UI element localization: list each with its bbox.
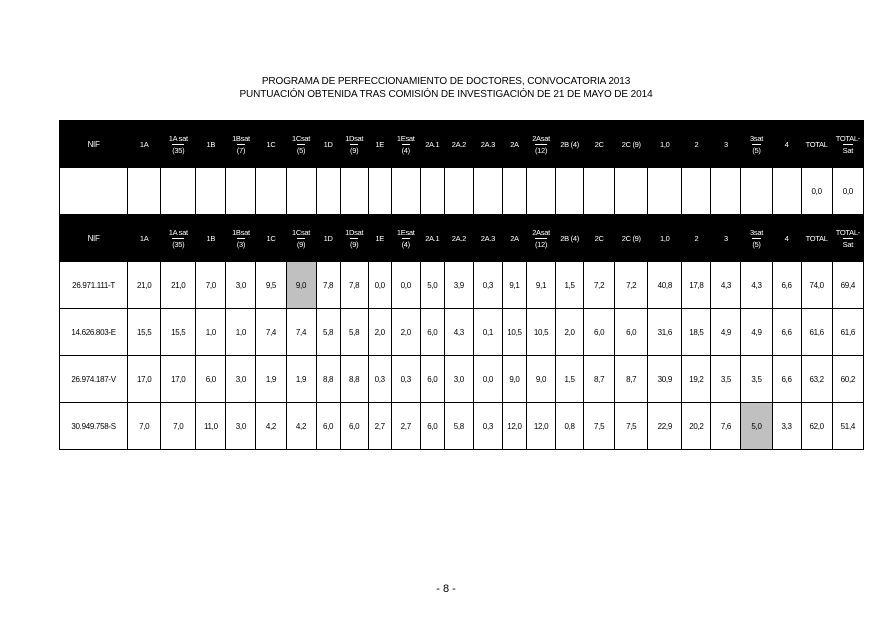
score-cell: 40,8 <box>648 262 682 309</box>
score-cell: 3,0 <box>444 356 473 403</box>
column-header-label: NIF <box>87 139 100 149</box>
score-cell: 0,3 <box>473 403 502 450</box>
score-cell: 18,5 <box>682 309 711 356</box>
column-header-label: 1D <box>323 139 333 149</box>
score-cell: 6,0 <box>420 309 444 356</box>
column-header <box>420 215 444 262</box>
column-header-label: 2C (9) <box>621 139 641 149</box>
score-cell: 3,9 <box>444 262 473 309</box>
nif-cell: 30.949.758-S <box>60 403 128 450</box>
column-header <box>368 121 391 168</box>
score-cell <box>391 168 420 215</box>
score-cell: 3,0 <box>226 403 256 450</box>
score-cell: 1,5 <box>556 262 584 309</box>
score-cell: 3,0 <box>226 262 256 309</box>
score-cell: 15,5 <box>161 309 196 356</box>
column-header-label: 1Dsat <box>345 133 364 143</box>
column-header <box>502 121 526 168</box>
score-cell: 5,8 <box>340 309 368 356</box>
column-header-label: 2A.3 <box>480 139 496 149</box>
score-cell: 7,0 <box>128 403 161 450</box>
column-header <box>226 215 256 262</box>
score-cell: 69,4 <box>832 262 863 309</box>
column-header <box>196 215 226 262</box>
score-cell: 5,8 <box>316 309 340 356</box>
score-cell: 6,0 <box>196 356 226 403</box>
column-header-sublabel: (4) <box>401 239 410 249</box>
column-header <box>226 121 256 168</box>
score-cell: 7,5 <box>615 403 648 450</box>
score-cell: 6,0 <box>615 309 648 356</box>
column-header-label: 4 <box>784 139 789 149</box>
column-header-label: 1,0 <box>660 139 670 149</box>
column-header-label: 2C <box>594 233 604 243</box>
score-cell: 1,9 <box>286 356 316 403</box>
column-header-label: NIF <box>87 233 100 243</box>
nif-cell: 26.974.187-V <box>60 356 128 403</box>
score-cell: 17,0 <box>128 356 161 403</box>
table-row <box>60 403 864 450</box>
column-header-label: 4 <box>784 233 789 243</box>
score-cell: 74,0 <box>801 262 832 309</box>
column-header-label: 2C <box>594 139 604 149</box>
score-cell: 5,8 <box>444 403 473 450</box>
score-cell: 7,5 <box>584 403 615 450</box>
score-cell: 0,0 <box>832 168 863 215</box>
column-header-label: 2A <box>510 233 519 243</box>
score-cell: 0,0 <box>368 262 391 309</box>
score-cell: 6,6 <box>772 356 801 403</box>
column-header <box>286 121 316 168</box>
score-cell <box>473 168 502 215</box>
score-cell: 8,7 <box>584 356 615 403</box>
score-cell: 51,4 <box>832 403 863 450</box>
score-cell: 1,0 <box>226 309 256 356</box>
column-header-sublabel: (4) <box>401 145 410 155</box>
score-cell: 2,0 <box>368 309 391 356</box>
column-header <box>801 215 832 262</box>
column-header <box>556 215 584 262</box>
score-cell: 21,0 <box>161 262 196 309</box>
column-header <box>196 121 226 168</box>
score-cell <box>196 168 226 215</box>
column-header-label: 1E <box>375 139 384 149</box>
score-cell <box>682 168 711 215</box>
score-cell: 0,3 <box>368 356 391 403</box>
column-header <box>711 215 741 262</box>
column-header-label: 1Esat <box>396 133 415 143</box>
column-header <box>473 215 502 262</box>
score-cell <box>502 168 526 215</box>
column-header <box>444 121 473 168</box>
column-header-label: 2A.1 <box>425 139 440 149</box>
score-cell: 3,5 <box>711 356 741 403</box>
score-cell: 0,0 <box>391 262 420 309</box>
score-cell: 1,5 <box>556 356 584 403</box>
score-cell: 20,2 <box>682 403 711 450</box>
column-header <box>615 121 648 168</box>
score-cell <box>286 168 316 215</box>
score-cell: 12,0 <box>502 403 526 450</box>
score-cell: 21,0 <box>128 262 161 309</box>
column-header-label: 1Esat <box>396 227 415 237</box>
score-cell: 62,0 <box>801 403 832 450</box>
column-header <box>772 215 801 262</box>
column-header <box>161 215 196 262</box>
column-header <box>772 121 801 168</box>
score-cell <box>128 168 161 215</box>
score-cell: 11,0 <box>196 403 226 450</box>
score-cell <box>226 168 256 215</box>
column-header-label: 1A sat <box>168 133 188 143</box>
score-cell: 15,5 <box>128 309 161 356</box>
score-cell <box>741 168 772 215</box>
score-cell: 7,4 <box>256 309 286 356</box>
score-cell: 0,3 <box>391 356 420 403</box>
score-cell: 2,0 <box>391 309 420 356</box>
column-header-label: 1B <box>206 139 216 149</box>
column-header <box>256 215 286 262</box>
score-cell: 3,0 <box>226 356 256 403</box>
table-row <box>60 309 864 356</box>
score-cell <box>556 168 584 215</box>
score-cell: 4,9 <box>741 309 772 356</box>
score-cell: 9,0 <box>502 356 526 403</box>
score-cell: 5,0 <box>420 262 444 309</box>
score-cell <box>316 168 340 215</box>
column-header <box>420 121 444 168</box>
column-header-sublabel: (9) <box>296 239 306 249</box>
column-header-label: 1Csat <box>291 227 311 237</box>
column-header <box>711 121 741 168</box>
column-header-label: 1Dsat <box>345 227 364 237</box>
column-header <box>128 215 161 262</box>
column-header-label: TOTAL- <box>835 227 860 237</box>
column-header-label: 1,0 <box>660 233 670 243</box>
score-cell: 60,2 <box>832 356 863 403</box>
score-cell: 7,8 <box>316 262 340 309</box>
column-header <box>391 121 420 168</box>
score-cell: 7,0 <box>161 403 196 450</box>
score-cell: 6,0 <box>420 403 444 450</box>
column-header <box>615 215 648 262</box>
score-cell: 1,9 <box>256 356 286 403</box>
score-cell: 9,0 <box>527 356 556 403</box>
column-header-label: 2A.3 <box>480 233 496 243</box>
score-cell: 8,7 <box>615 356 648 403</box>
score-cell <box>648 168 682 215</box>
column-header-label: TOTAL <box>805 233 828 243</box>
score-cell: 10,5 <box>502 309 526 356</box>
nif-cell <box>60 168 128 215</box>
score-cell: 12,0 <box>527 403 556 450</box>
column-header-label: 1E <box>375 233 384 243</box>
column-header <box>832 121 863 168</box>
column-header <box>368 215 391 262</box>
column-header-sublabel: (12) <box>534 239 548 249</box>
column-header <box>584 121 615 168</box>
column-header-label: 1A <box>139 139 149 149</box>
score-cell: 7,4 <box>286 309 316 356</box>
nif-cell: 14.626.803-E <box>60 309 128 356</box>
column-header-sublabel: (5) <box>752 145 761 155</box>
score-cell: 6,0 <box>420 356 444 403</box>
column-header <box>473 121 502 168</box>
column-header-label: TOTAL <box>805 139 828 149</box>
score-cell <box>256 168 286 215</box>
score-cell: 0,1 <box>473 309 502 356</box>
column-header-label: 3 <box>724 139 728 149</box>
column-header <box>527 121 556 168</box>
column-header-label: 1D <box>323 233 333 243</box>
score-cell: 8,8 <box>340 356 368 403</box>
score-cell: 6,0 <box>340 403 368 450</box>
column-header <box>444 215 473 262</box>
column-header-sublabel: (9) <box>350 239 359 249</box>
column-header-sublabel: (5) <box>752 239 761 249</box>
score-cell: 9,1 <box>527 262 556 309</box>
column-header <box>60 121 128 168</box>
score-cell <box>161 168 196 215</box>
score-cell: 6,6 <box>772 309 801 356</box>
column-header <box>340 121 368 168</box>
column-header-label: 2B (4) <box>560 233 579 243</box>
score-cell: 3,3 <box>772 403 801 450</box>
score-cell: 0,3 <box>473 262 502 309</box>
column-header <box>682 121 711 168</box>
score-cell: 10,5 <box>527 309 556 356</box>
score-cell: 2,0 <box>556 309 584 356</box>
column-header <box>161 121 196 168</box>
document-subtitle: PUNTUACIÓN OBTENIDA TRAS COMISIÓN DE INVESTIGACIÓN DE 21 DE MAYO DE 2014 <box>239 89 653 100</box>
score-cell <box>615 168 648 215</box>
score-cell: 17,8 <box>682 262 711 309</box>
column-header <box>391 215 420 262</box>
column-header-label: 1B <box>206 233 216 243</box>
column-header-sublabel: (3) <box>236 239 246 249</box>
column-header-label: 2 <box>694 233 699 243</box>
column-header <box>527 215 556 262</box>
score-cell: 4,9 <box>711 309 741 356</box>
column-header-label: 1A sat <box>168 227 188 237</box>
column-header-label: 1C <box>266 139 276 149</box>
score-cell: 4,3 <box>711 262 741 309</box>
score-cell: 9,5 <box>256 262 286 309</box>
score-cell <box>368 168 391 215</box>
column-header-label: 2 <box>694 139 699 149</box>
column-header-label: 1A <box>139 233 149 243</box>
column-header-label: 3 <box>724 233 728 243</box>
score-cell <box>340 168 368 215</box>
score-cell: 19,2 <box>682 356 711 403</box>
column-header-label: 2A.2 <box>451 139 466 149</box>
score-cell: 22,9 <box>648 403 682 450</box>
column-header-sublabel: (12) <box>534 145 548 155</box>
table-row <box>60 356 864 403</box>
score-cell: 4,2 <box>256 403 286 450</box>
score-cell <box>584 168 615 215</box>
column-header-sublabel: Sat <box>842 145 853 155</box>
column-header-label: 1Csat <box>291 133 311 143</box>
blank-row <box>60 168 864 215</box>
score-cell: 2,7 <box>391 403 420 450</box>
column-header <box>60 215 128 262</box>
column-header <box>584 215 615 262</box>
score-cell: 6,0 <box>316 403 340 450</box>
score-cell: 7,2 <box>584 262 615 309</box>
score-cell <box>420 168 444 215</box>
column-header <box>316 121 340 168</box>
column-header-label: 2C (9) <box>621 233 641 243</box>
column-header-label: 1Bsat <box>232 227 250 237</box>
header-row <box>60 121 864 168</box>
score-cell: 7,8 <box>340 262 368 309</box>
score-cell: 61,6 <box>801 309 832 356</box>
score-cell <box>772 168 801 215</box>
column-header-sublabel: (35) <box>172 145 185 155</box>
column-header-sublabel: (9) <box>350 145 359 155</box>
score-cell: 7,6 <box>711 403 741 450</box>
score-cell: 0,0 <box>801 168 832 215</box>
column-header-sublabel: (7) <box>236 145 246 155</box>
score-cell: 7,2 <box>615 262 648 309</box>
score-cell: 0,0 <box>473 356 502 403</box>
column-header-label: 2B (4) <box>560 139 579 149</box>
column-header <box>316 215 340 262</box>
score-cell: 4,2 <box>286 403 316 450</box>
score-cell: 1,0 <box>196 309 226 356</box>
column-header <box>340 215 368 262</box>
score-cell <box>711 168 741 215</box>
column-header <box>648 121 682 168</box>
score-cell: 9,0 <box>286 262 316 309</box>
score-cell: 7,0 <box>196 262 226 309</box>
score-cell: 5,0 <box>741 403 772 450</box>
column-header-label: 2A <box>510 139 519 149</box>
score-cell: 9,1 <box>502 262 526 309</box>
column-header-label: 2Asat <box>532 133 550 143</box>
column-header-label: 2A.2 <box>451 233 466 243</box>
column-header-label: 3sat <box>750 133 763 143</box>
score-cell <box>444 168 473 215</box>
column-header-label: 1Bsat <box>232 133 250 143</box>
document-title: PROGRAMA DE PERFECCIONAMIENTO DE DOCTORES, CONVOCATORIA 2013 <box>261 76 631 87</box>
score-cell: 4,3 <box>741 262 772 309</box>
score-cell <box>527 168 556 215</box>
column-header <box>556 121 584 168</box>
score-cell: 0,8 <box>556 403 584 450</box>
column-header <box>832 215 863 262</box>
score-cell: 63,2 <box>801 356 832 403</box>
score-cell: 31,6 <box>648 309 682 356</box>
column-header <box>741 215 772 262</box>
score-cell: 30,9 <box>648 356 682 403</box>
column-header <box>741 121 772 168</box>
column-header-sublabel: Sat <box>842 239 853 249</box>
score-cell: 8,8 <box>316 356 340 403</box>
column-header <box>128 121 161 168</box>
score-cell: 6,6 <box>772 262 801 309</box>
header-row-repeat <box>60 215 864 262</box>
page-number: - 8 - <box>436 583 456 595</box>
column-header <box>286 215 316 262</box>
score-cell: 61,6 <box>832 309 863 356</box>
column-header-label: 2A.1 <box>425 233 440 243</box>
score-cell: 4,3 <box>444 309 473 356</box>
column-header <box>256 121 286 168</box>
table-row <box>60 262 864 309</box>
column-header-sublabel: (5) <box>296 145 306 155</box>
score-cell: 17,0 <box>161 356 196 403</box>
column-header <box>502 215 526 262</box>
column-header <box>682 215 711 262</box>
scores-table <box>59 120 864 450</box>
score-cell: 2,7 <box>368 403 391 450</box>
score-cell: 3,5 <box>741 356 772 403</box>
column-header-label: 2Asat <box>532 227 550 237</box>
column-header-sublabel: (35) <box>172 239 185 249</box>
column-header <box>801 121 832 168</box>
column-header-label: TOTAL- <box>835 133 860 143</box>
nif-cell: 26.971.111-T <box>60 262 128 309</box>
column-header <box>648 215 682 262</box>
score-cell: 6,0 <box>584 309 615 356</box>
column-header-label: 3sat <box>750 227 763 237</box>
column-header-label: 1C <box>266 233 276 243</box>
